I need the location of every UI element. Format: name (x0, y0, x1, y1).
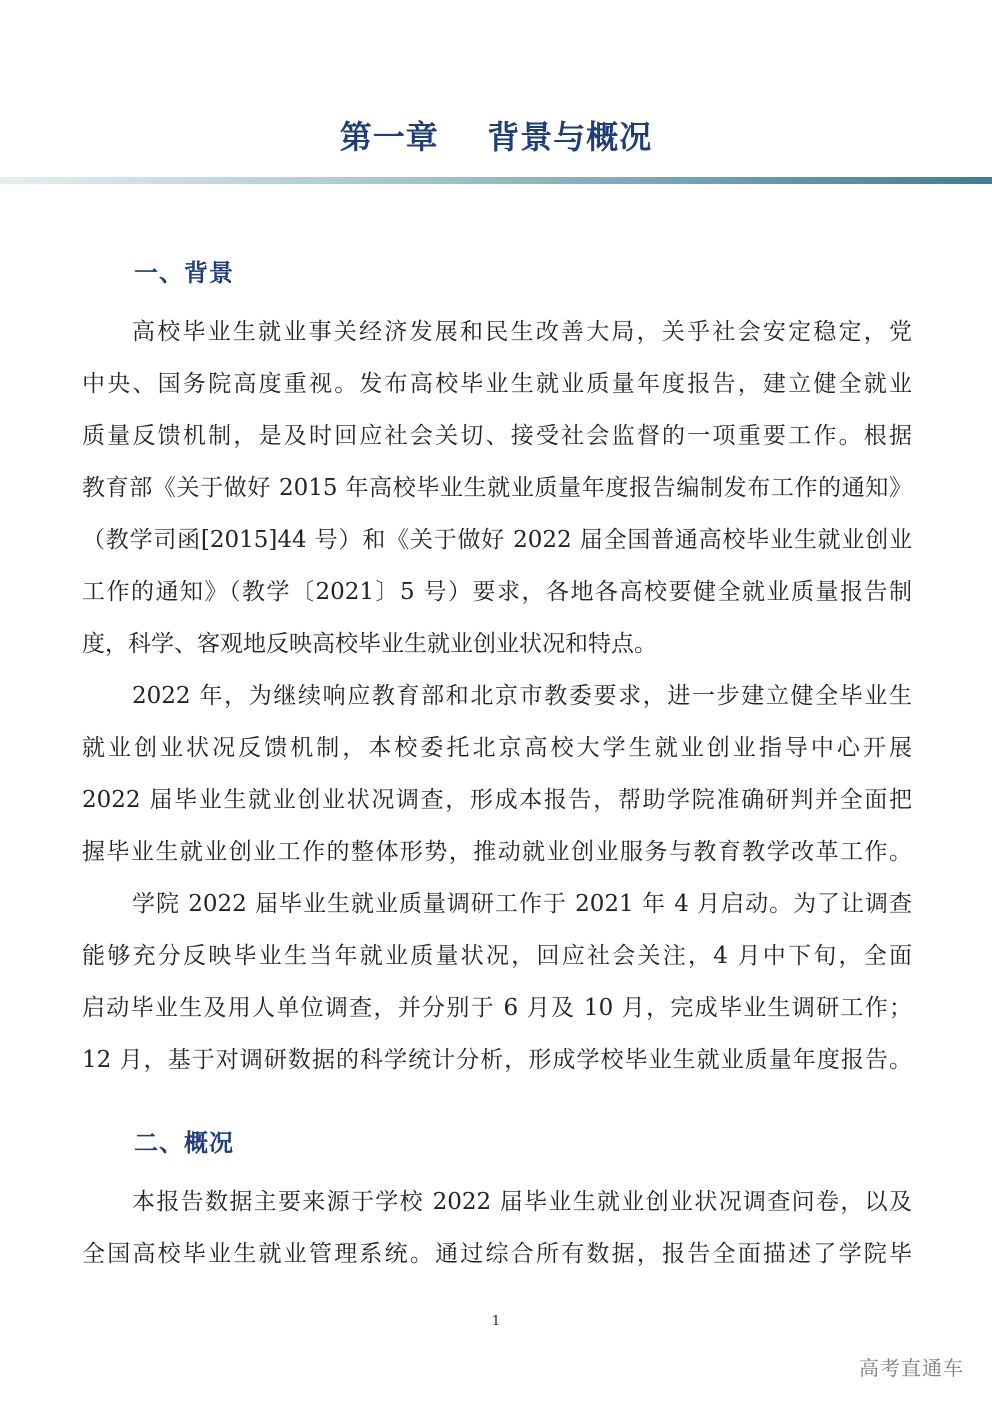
text-line: 本报告数据主要来源于学校 2022 届毕业生就业创业状况调查问卷，以及 (132, 1189, 912, 1215)
text-line: 能够充分反映毕业生当年就业质量状况，回应社会关注，4 月中下旬，全面 (82, 943, 912, 969)
text-line: 2022 届毕业生就业创业状况调查，形成本报告，帮助学院准确研判并全面把 (82, 787, 912, 813)
text-line: 2022 年，为继续响应教育部和北京市教委要求，进一步建立健全毕业生 (132, 683, 912, 709)
text-line: 就业创业状况反馈机制，本校委托北京高校大学生就业创业指导中心开展 (82, 735, 912, 761)
text-line: 全国高校毕业生就业管理系统。通过综合所有数据，报告全面描述了学院毕 (82, 1241, 912, 1267)
text-line: 高校毕业生就业事关经济发展和民生改善大局，关乎社会安定稳定，党 (132, 319, 912, 345)
watermark-text: 高考直通车 (859, 1356, 964, 1380)
text-line: 启动毕业生及用人单位调查，并分别于 6 月及 10 月，完成毕业生调研工作； (82, 995, 912, 1021)
page-number: 1 (491, 1314, 501, 1329)
paragraph-overview-1 (82, 1176, 912, 1280)
text-line: （教学司函[2015]44 号）和《关于做好 2022 届全国普通高校毕业生就业创业 (82, 527, 912, 553)
text-line: 握毕业生就业创业工作的整体形势，推动就业创业服务与教育教学改革工作。 (82, 839, 912, 865)
title-divider (0, 177, 992, 184)
section-heading-overview: 二、概况 (134, 1128, 234, 1157)
paragraph-background-3 (82, 878, 912, 1086)
chapter-title: 第一章 背景与概况 (339, 118, 653, 156)
paragraph-background-2 (82, 670, 912, 878)
text-line: 学院 2022 届毕业生就业质量调研工作于 2021 年 4 月启动。为了让调查 (132, 891, 912, 917)
text-line: 中央、国务院高度重视。发布高校毕业生就业质量年度报告，建立健全就业 (82, 371, 912, 397)
text-line: 工作的通知》（教学〔2021〕5 号）要求，各地各高校要健全就业质量报告制 (82, 579, 912, 605)
text-line: 质量反馈机制，是及时回应社会关切、接受社会监督的一项重要工作。根据 (82, 423, 912, 449)
text-line: 12 月，基于对调研数据的科学统计分析，形成学校毕业生就业质量年度报告。 (82, 1047, 912, 1073)
text-line: 教育部《关于做好 2015 年高校毕业生就业质量年度报告编制发布工作的通知》 (82, 475, 912, 501)
section-heading-background: 一、背景 (134, 258, 234, 287)
paragraph-background-1 (82, 306, 912, 670)
text-line: 度，科学、客观地反映高校毕业生就业创业状况和特点。 (82, 631, 657, 657)
